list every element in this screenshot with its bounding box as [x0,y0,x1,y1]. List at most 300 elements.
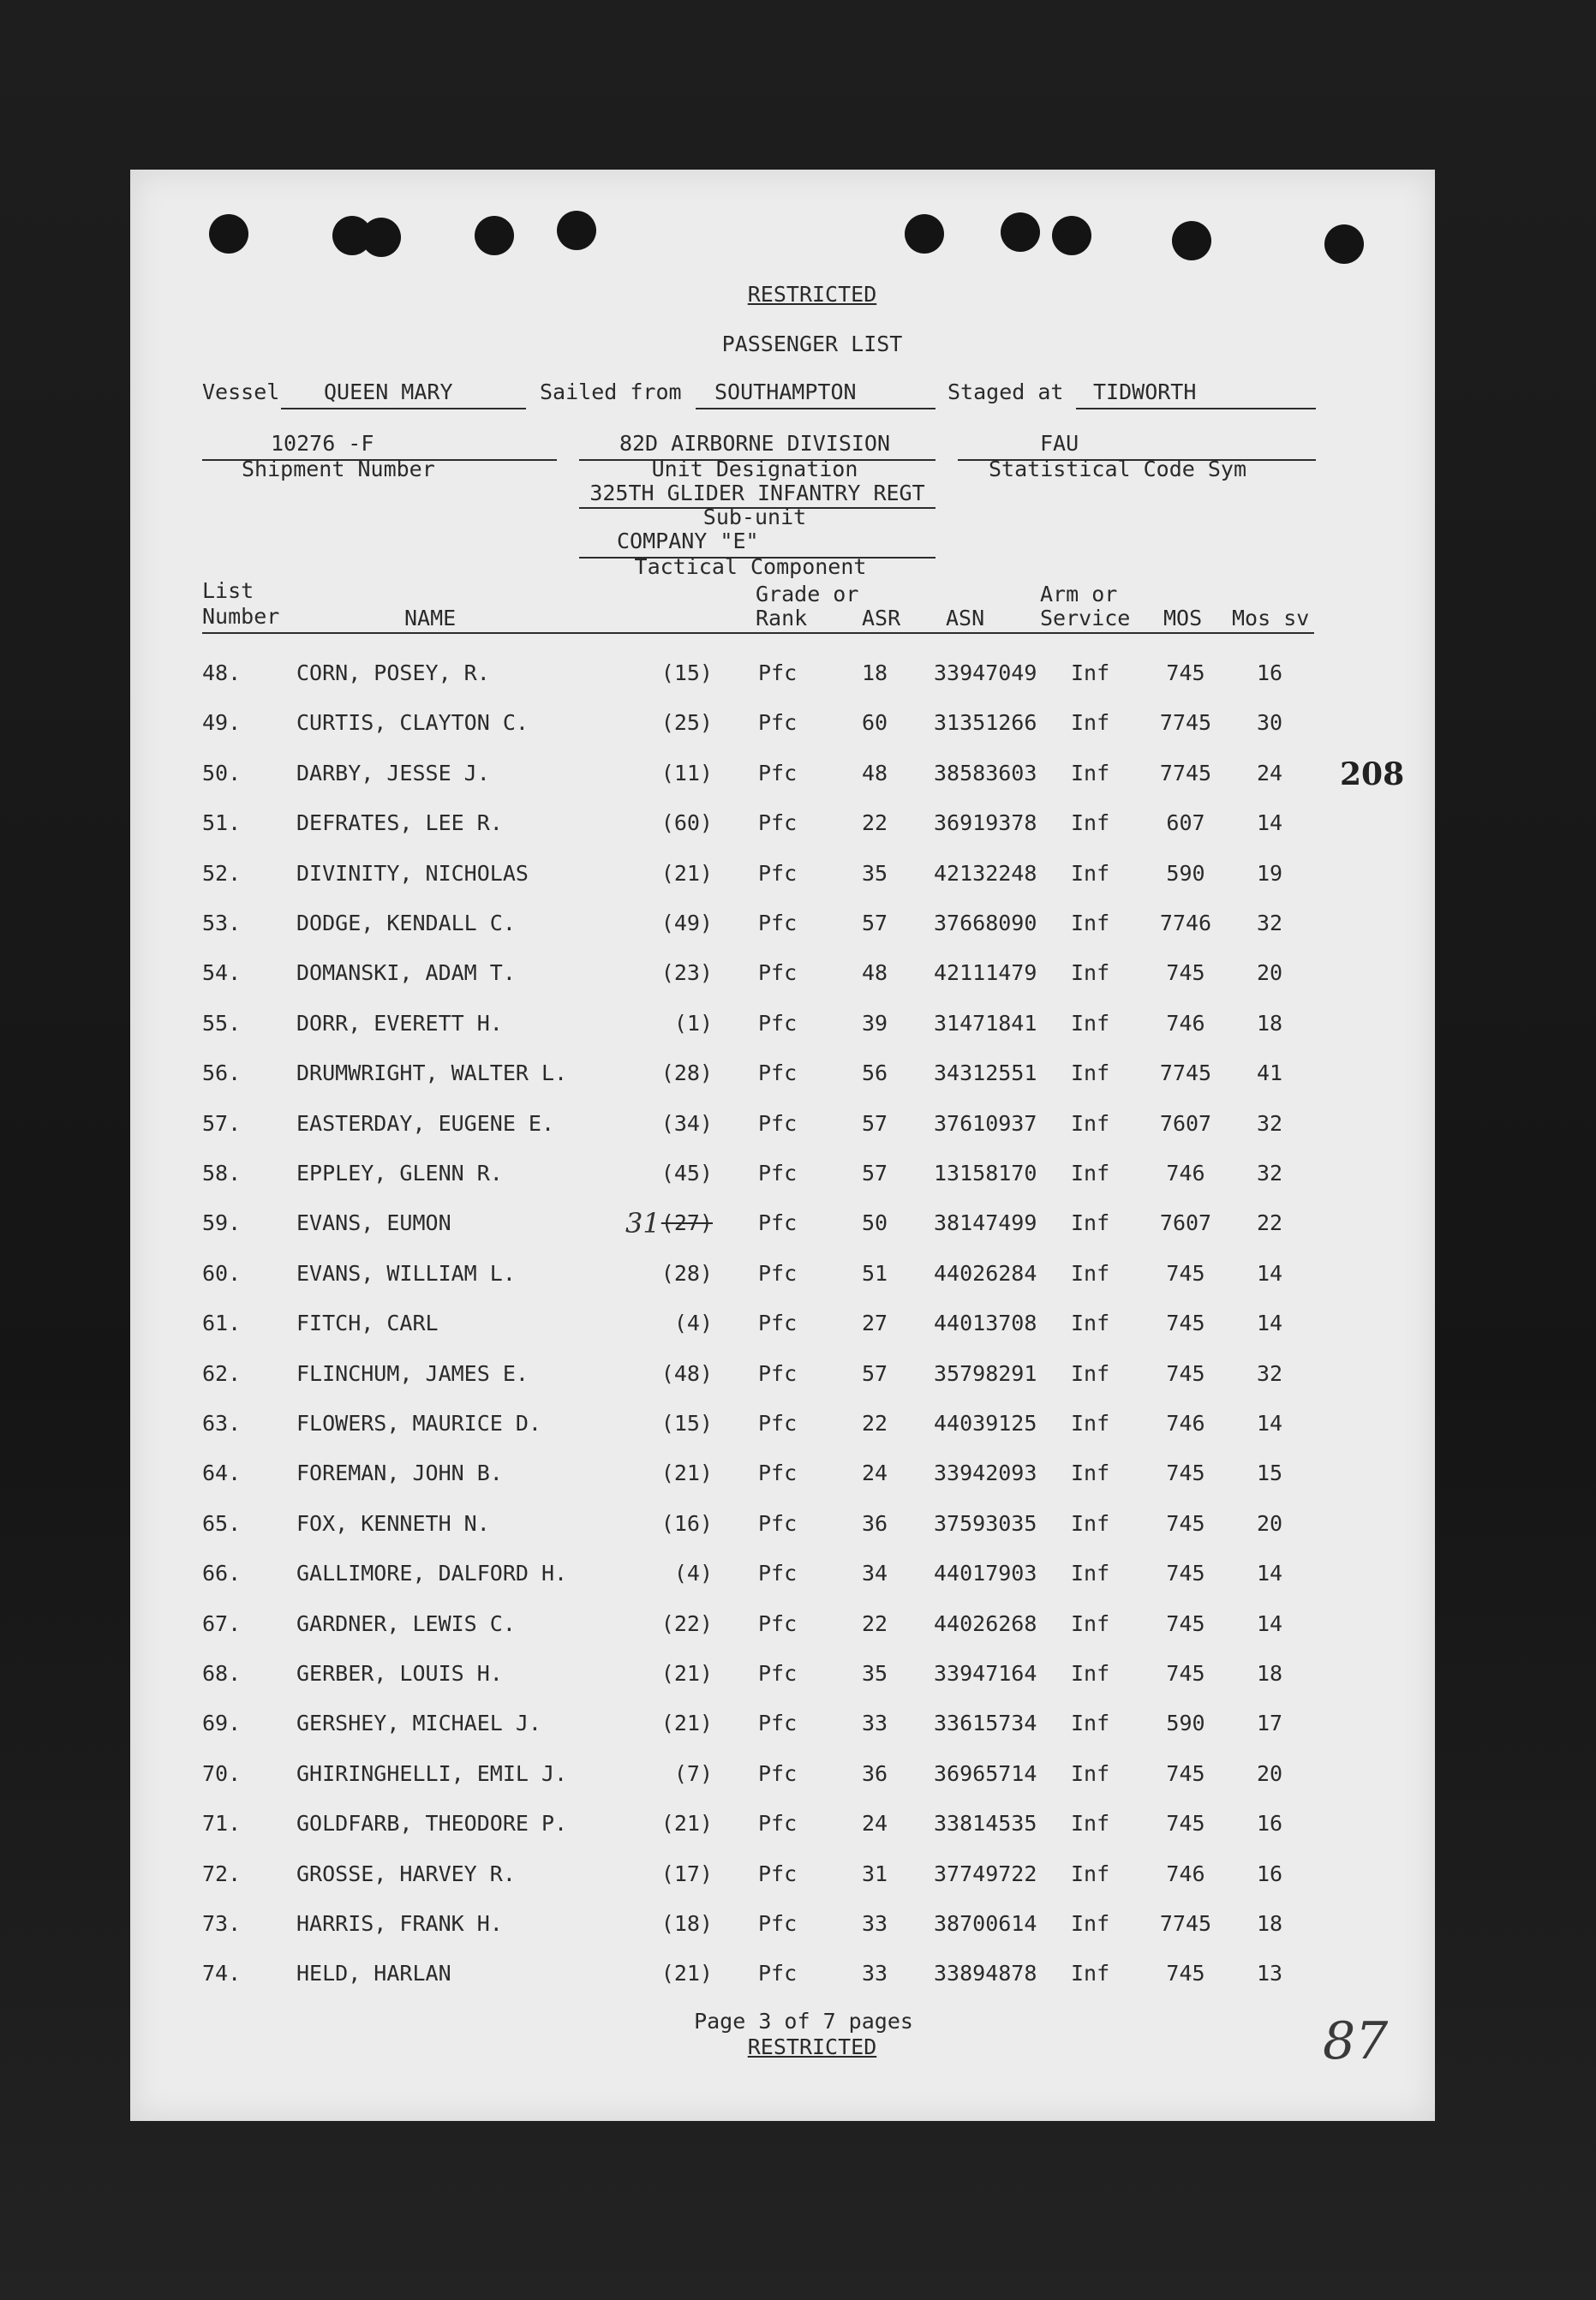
mos-sv: 32 [1256,1161,1283,1186]
mos-sv: 32 [1256,1110,1283,1136]
header-rule [202,632,1314,634]
document-title: PASSENGER LIST [721,332,903,356]
asn-value: 31351266 [934,710,1037,736]
passenger-name: DODGE, KENDALL C. [296,911,516,935]
arm-service: Inf [1071,911,1110,935]
mos-code: 7607 [1159,1210,1212,1236]
age-code: (21) [661,860,713,886]
asn-value: 33894878 [934,1961,1037,1986]
asn-value: 38700614 [934,1911,1037,1936]
passenger-name: GERSHEY, MICHAEL J. [296,1711,541,1736]
mos-sv: 32 [1256,1360,1283,1386]
grade-rank: Pfc [758,1010,798,1036]
mos-sv: 13 [1256,1961,1283,1986]
mos-sv: 17 [1256,1711,1283,1736]
list-number: 57. [202,1110,242,1136]
list-number: 74. [202,1961,242,1986]
asn-value: 33615734 [934,1711,1037,1736]
grade-rank: Pfc [758,911,798,935]
grade-rank: Pfc [758,1760,798,1786]
asr-value: 50 [861,1210,888,1236]
asn-value: 37610937 [934,1110,1037,1136]
asn-value: 44039125 [934,1411,1037,1436]
mos-sv: 18 [1256,1661,1283,1686]
age-code: (28) [661,1260,713,1286]
asn-value: 33947049 [934,660,1037,685]
asr-value: 27 [861,1311,888,1336]
asr-value: 22 [861,1411,888,1436]
passenger-name: GOLDFARB, THEODORE P. [296,1811,568,1837]
punch-hole [1324,224,1364,264]
mos-code: 746 [1166,1010,1205,1036]
table-row [130,857,1435,891]
mos-code: 745 [1166,1311,1205,1336]
arm-service: Inf [1071,1760,1110,1786]
table-row [130,706,1435,740]
staged-at-label: Staged at [947,379,1064,404]
passenger-name: EVANS, EUMON [296,1210,451,1236]
list-number: 63. [202,1411,242,1436]
col-grade-line2: Rank [756,606,808,630]
mos-sv: 14 [1256,1260,1283,1286]
list-number: 67. [202,1610,242,1636]
asr-value: 31 [861,1861,888,1886]
asr-value: 57 [861,1360,888,1386]
asn-value: 44013708 [934,1311,1037,1336]
mos-sv: 14 [1256,1610,1283,1636]
arm-service: Inf [1071,1010,1110,1036]
list-number: 71. [202,1811,242,1837]
mos-code: 590 [1166,1711,1205,1736]
arm-service: Inf [1071,1360,1110,1386]
col-list-number-line2: Number [202,604,280,629]
asr-value: 22 [861,1610,888,1636]
mos-sv: 19 [1256,860,1283,886]
punch-hole [1052,216,1091,255]
asn-value: 36965714 [934,1760,1037,1786]
list-number: 51. [202,810,242,836]
arm-service: Inf [1071,1461,1110,1486]
asr-value: 36 [861,1760,888,1786]
mos-code: 7745 [1159,1060,1212,1086]
passenger-name: FLINCHUM, JAMES E. [296,1360,529,1386]
arm-service: Inf [1071,760,1110,786]
passenger-name: DOMANSKI, ADAM T. [296,960,516,986]
arm-service: Inf [1071,1961,1110,1986]
grade-rank: Pfc [758,1961,798,1986]
list-number: 52. [202,860,242,886]
grade-rank: Pfc [758,1161,798,1186]
table-row [130,1456,1435,1491]
mos-code: 746 [1166,1411,1205,1436]
table-row [130,1407,1435,1441]
list-number: 68. [202,1661,242,1686]
mos-code: 745 [1166,1510,1205,1536]
table-row [130,1657,1435,1691]
passenger-name: FOX, KENNETH N. [296,1510,490,1536]
asr-value: 48 [861,760,888,786]
mos-sv: 16 [1256,1861,1283,1886]
age-code: (21) [661,1961,713,1986]
mos-sv: 16 [1256,1811,1283,1837]
asr-value: 35 [861,860,888,886]
age-code: (15) [661,660,713,685]
asn-value: 31471841 [934,1010,1037,1036]
arm-service: Inf [1071,1811,1110,1837]
age-code: (49) [661,911,713,935]
grade-rank: Pfc [758,1510,798,1536]
mos-code: 590 [1166,860,1205,886]
grade-rank: Pfc [758,710,798,736]
table-row [130,756,1435,791]
grade-rank: Pfc [758,960,798,986]
passenger-list-page [130,170,1435,2121]
list-number: 66. [202,1561,242,1586]
grade-rank: Pfc [758,1260,798,1286]
asn-value: 36919378 [934,810,1037,836]
vessel-label: Vessel [202,379,280,404]
list-number: 73. [202,1911,242,1936]
mos-code: 7745 [1159,1911,1212,1936]
asn-value: 38583603 [934,760,1037,786]
mos-code: 745 [1166,660,1205,685]
asn-value: 44026268 [934,1610,1037,1636]
asr-value: 39 [861,1010,888,1036]
age-code: (27) [661,1210,713,1236]
sailed-from-label: Sailed from [540,379,682,404]
passenger-name: GROSSE, HARVEY R. [296,1861,516,1886]
handwritten-folio-number: 87 [1323,2011,1389,2071]
col-asn: ASN [946,606,985,630]
grade-rank: Pfc [758,1110,798,1136]
grade-rank: Pfc [758,810,798,836]
table-row [130,1007,1435,1041]
passenger-name: EVANS, WILLIAM L. [296,1260,516,1286]
punch-hole [209,214,248,254]
asr-value: 57 [861,911,888,935]
table-row [130,1206,1435,1240]
mos-code: 746 [1166,1861,1205,1886]
grade-rank: Pfc [758,660,798,685]
punch-hole [905,214,944,254]
list-number: 65. [202,1510,242,1536]
mos-code: 607 [1166,810,1205,836]
punch-hole [557,211,596,250]
table-row [130,1156,1435,1191]
age-code: (22) [661,1610,713,1636]
asr-value: 33 [861,1961,888,1986]
grade-rank: Pfc [758,1610,798,1636]
arm-service: Inf [1071,810,1110,836]
table-row [130,956,1435,990]
list-number: 53. [202,911,242,935]
asr-value: 48 [861,960,888,986]
asn-value: 13158170 [934,1161,1037,1186]
mos-code: 745 [1166,1260,1205,1286]
arm-service: Inf [1071,1561,1110,1586]
asn-value: 35798291 [934,1360,1037,1386]
list-number: 72. [202,1861,242,1886]
list-number: 49. [202,710,242,736]
mos-code: 7745 [1159,710,1212,736]
staged-at-value: TIDWORTH [1093,379,1197,404]
age-code: (23) [661,960,713,986]
mos-sv: 22 [1256,1210,1283,1236]
grade-rank: Pfc [758,860,798,886]
list-number: 58. [202,1161,242,1186]
list-number: 50. [202,760,242,786]
age-code: (48) [661,1360,713,1386]
passenger-name: EPPLEY, GLENN R. [296,1161,503,1186]
statistical-code-label: Statistical Code Sym [989,457,1247,481]
table-row [130,1056,1435,1090]
passenger-name: HELD, HARLAN [296,1961,451,1986]
mos-sv: 41 [1256,1060,1283,1086]
age-code: (1) [673,1010,713,1036]
mos-sv: 24 [1256,760,1283,786]
handwritten-age-correction: 31 [625,1207,661,1240]
col-list-number-line1: List [202,578,254,603]
arm-service: Inf [1071,1510,1110,1536]
mos-code: 7746 [1159,911,1212,935]
classification-bottom: RESTRICTED [747,2034,877,2059]
age-code: (45) [661,1161,713,1186]
asr-value: 24 [861,1811,888,1837]
mos-sv: 30 [1256,710,1283,736]
arm-service: Inf [1071,1311,1110,1336]
side-stamp-number: 208 [1340,756,1405,792]
mos-code: 745 [1166,960,1205,986]
table-row [130,1757,1435,1791]
grade-rank: Pfc [758,1060,798,1086]
mos-sv: 14 [1256,1411,1283,1436]
asn-value: 37593035 [934,1510,1037,1536]
vessel-underline [281,408,526,409]
age-code: (15) [661,1411,713,1436]
list-number: 48. [202,660,242,685]
table-row [130,806,1435,840]
passenger-name: GHIRINGHELLI, EMIL J. [296,1760,568,1786]
passenger-name: EASTERDAY, EUGENE E. [296,1110,555,1136]
passenger-name: HARRIS, FRANK H. [296,1911,503,1936]
mos-code: 746 [1166,1161,1205,1186]
arm-service: Inf [1071,1161,1110,1186]
mos-code: 7607 [1159,1110,1212,1136]
punch-hole [1001,212,1040,252]
arm-service: Inf [1071,660,1110,685]
punch-hole [362,218,401,257]
mos-sv: 14 [1256,810,1283,836]
mos-sv: 32 [1256,911,1283,935]
passenger-name: CURTIS, CLAYTON C. [296,710,529,736]
mos-code: 745 [1166,1811,1205,1837]
table-row [130,1706,1435,1741]
table-row [130,1807,1435,1841]
sub-unit-label: Sub-unit [702,505,807,529]
asn-value: 33947164 [934,1661,1037,1686]
passenger-name: DORR, EVERETT H. [296,1010,503,1036]
mos-sv: 14 [1256,1561,1283,1586]
asr-value: 36 [861,1510,888,1536]
arm-service: Inf [1071,1260,1110,1286]
grade-rank: Pfc [758,1210,798,1236]
arm-service: Inf [1071,1861,1110,1886]
list-number: 64. [202,1461,242,1486]
age-code: (11) [661,760,713,786]
statistical-code-value: FAU [1040,431,1079,456]
arm-service: Inf [1071,1411,1110,1436]
list-number: 54. [202,960,242,986]
staged-at-underline [1076,408,1316,409]
mos-sv: 20 [1256,1760,1283,1786]
asn-value: 44026284 [934,1260,1037,1286]
mos-code: 745 [1166,1661,1205,1686]
age-code: (28) [661,1060,713,1086]
table-row [130,1556,1435,1591]
arm-service: Inf [1071,1060,1110,1086]
mos-code: 7745 [1159,760,1212,786]
arm-service: Inf [1071,860,1110,886]
col-grade-line1: Grade or [756,582,859,606]
age-code: (7) [673,1760,713,1786]
passenger-name: DRUMWRIGHT, WALTER L. [296,1060,568,1086]
asn-value: 34312551 [934,1060,1037,1086]
table-row [130,1857,1435,1891]
passenger-name: CORN, POSEY, R. [296,660,490,685]
passenger-name: FLOWERS, MAURICE D. [296,1411,541,1436]
shipment-number-label: Shipment Number [242,457,435,481]
grade-rank: Pfc [758,1661,798,1686]
footer-page-count: Page 3 of 7 pages [694,2009,913,2034]
tactical-component-value: COMPANY "E" [617,529,759,553]
age-code: (21) [661,1711,713,1736]
asr-value: 18 [861,660,888,685]
mos-code: 745 [1166,1561,1205,1586]
mos-sv: 16 [1256,660,1283,685]
mos-sv: 15 [1256,1461,1283,1486]
table-row [130,1257,1435,1291]
table-row [130,1607,1435,1641]
asr-value: 34 [861,1561,888,1586]
shipment-number-value: 10276 -F [271,431,374,456]
age-code: (18) [661,1911,713,1936]
passenger-name: FITCH, CARL [296,1311,439,1336]
arm-service: Inf [1071,710,1110,736]
mos-code: 745 [1166,1360,1205,1386]
asn-value: 38147499 [934,1210,1037,1236]
table-row [130,906,1435,941]
arm-service: Inf [1071,1610,1110,1636]
sailed-from-value: SOUTHAMPTON [714,379,857,404]
asr-value: 24 [861,1461,888,1486]
asn-value: 33814535 [934,1811,1037,1837]
list-number: 62. [202,1360,242,1386]
col-name: NAME [404,606,457,630]
asr-value: 22 [861,810,888,836]
arm-service: Inf [1071,1711,1110,1736]
age-code: (17) [661,1861,713,1886]
age-code: (60) [661,810,713,836]
table-row [130,1357,1435,1391]
age-code: (4) [673,1561,713,1586]
asn-value: 33942093 [934,1461,1037,1486]
asn-value: 42132248 [934,860,1037,886]
mos-sv: 14 [1256,1311,1283,1336]
arm-service: Inf [1071,1210,1110,1236]
grade-rank: Pfc [758,1911,798,1936]
grade-rank: Pfc [758,1861,798,1886]
classification-top: RESTRICTED [747,282,877,307]
list-number: 56. [202,1060,242,1086]
tactical-component-label: Tactical Component [634,554,867,579]
age-code: (16) [661,1510,713,1536]
asn-value: 37749722 [934,1861,1037,1886]
grade-rank: Pfc [758,1311,798,1336]
passenger-name: FOREMAN, JOHN B. [296,1461,503,1486]
age-code: (21) [661,1661,713,1686]
mos-code: 745 [1166,1461,1205,1486]
table-row [130,1507,1435,1541]
grade-rank: Pfc [758,1360,798,1386]
grade-rank: Pfc [758,1811,798,1837]
arm-service: Inf [1071,1110,1110,1136]
asr-value: 51 [861,1260,888,1286]
passenger-name: GARDNER, LEWIS C. [296,1610,516,1636]
grade-rank: Pfc [758,1411,798,1436]
col-mos-sv: Mos sv [1232,606,1310,630]
list-number: 60. [202,1260,242,1286]
asr-value: 33 [861,1711,888,1736]
arm-service: Inf [1071,1661,1110,1686]
arm-service: Inf [1071,960,1110,986]
sub-unit-value: 325TH GLIDER INFANTRY REGT [589,481,925,505]
mos-sv: 18 [1256,1911,1283,1936]
asr-value: 57 [861,1110,888,1136]
col-mos: MOS [1163,606,1203,630]
arm-service: Inf [1071,1911,1110,1936]
list-number: 69. [202,1711,242,1736]
age-code: (21) [661,1811,713,1837]
asr-value: 35 [861,1661,888,1686]
table-row [130,1107,1435,1141]
grade-rank: Pfc [758,1711,798,1736]
unit-designation-label: Unit Designation [651,457,858,481]
asn-value: 44017903 [934,1561,1037,1586]
col-arm-line2: Service [1040,606,1131,630]
mos-code: 745 [1166,1961,1205,1986]
age-code: (21) [661,1461,713,1486]
asn-value: 42111479 [934,960,1037,986]
col-asr: ASR [862,606,901,630]
age-code: (25) [661,710,713,736]
asr-value: 57 [861,1161,888,1186]
sailed-from-underline [696,408,935,409]
passenger-name: DIVINITY, NICHOLAS [296,860,529,886]
mos-sv: 20 [1256,1510,1283,1536]
list-number: 61. [202,1311,242,1336]
passenger-name: DARBY, JESSE J. [296,760,490,786]
asr-value: 60 [861,710,888,736]
age-code: (34) [661,1110,713,1136]
list-number: 59. [202,1210,242,1236]
passenger-name: DEFRATES, LEE R. [296,810,503,836]
age-code: (4) [673,1311,713,1336]
punch-hole [1172,221,1211,260]
table-row [130,656,1435,690]
col-arm-line1: Arm or [1040,582,1118,606]
grade-rank: Pfc [758,760,798,786]
passenger-name: GERBER, LOUIS H. [296,1661,503,1686]
